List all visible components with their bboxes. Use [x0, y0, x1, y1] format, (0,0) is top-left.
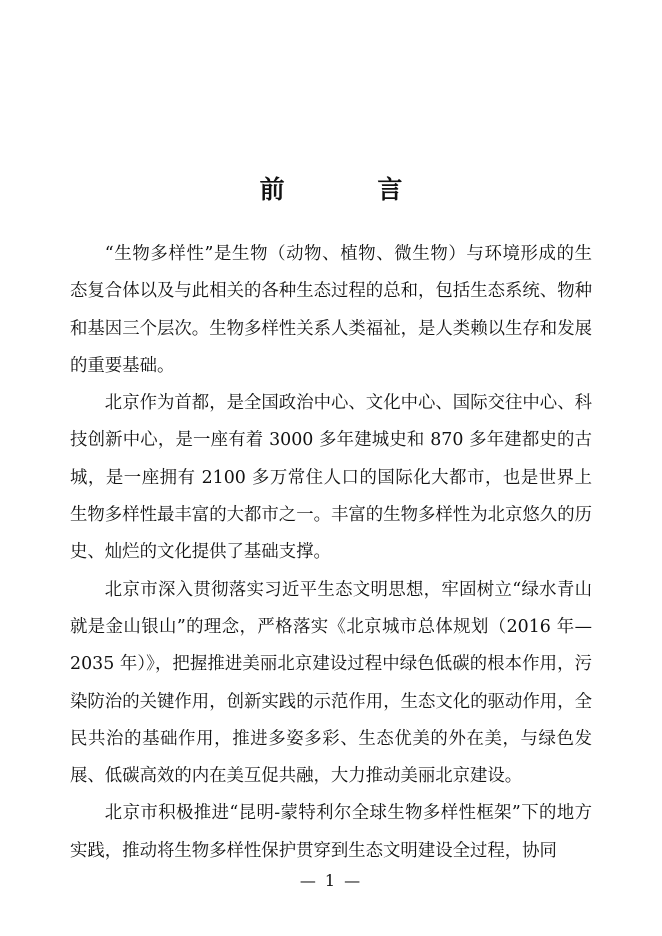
paragraph-2: 北京作为首都，是全国政治中心、文化中心、国际交往中心、科技创新中心，是一座有着 3000 多年建城史和 870 多年建都史的古城，是一座拥有 2100 多万常住人口的国际化大都市，也是世界上生物多样性最丰富的大都市之一。丰富的生物多样性为北京悠久的历史、灿烂的文化提供了基础支撑。 [70, 393, 592, 563]
body-text [70, 236, 592, 870]
page-number: — 1 — [299, 871, 363, 890]
page-title: 前 言 [259, 175, 445, 204]
paragraph-1: “生物多样性”是生物（动物、植物、微生物）与环境形成的生态复合体以及与此相关的各种生态过程的总和，包括生态系统、物种和基因三个层次。生物多样性关系人类福祉，是人类赖以生存和发展的重要基础。 [70, 244, 592, 376]
paragraph-3: 北京市深入贯彻落实习近平生态文明思想，牢固树立“绿水青山就是金山银山”的理念，严格落实《北京城市总体规划（2016 年—2035 年）》，把握推进美丽北京建设过程中绿色低碳的根本作用，污染防治的关键作用，创新实践的示范作用，生态文化的驱动作用，全民共治的基础作用，推进多姿多彩、生态优美的外在美，与绿色发展、低碳高效的内在美互促共融，大力推动美丽北京建设。 [70, 579, 592, 787]
paragraph-4: 北京市积极推进“昆明-蒙特利尔全球生物多样性框架”下的地方实践，推动将生物多样性保护贯穿到生态文明建设全过程，协同 [70, 803, 592, 861]
